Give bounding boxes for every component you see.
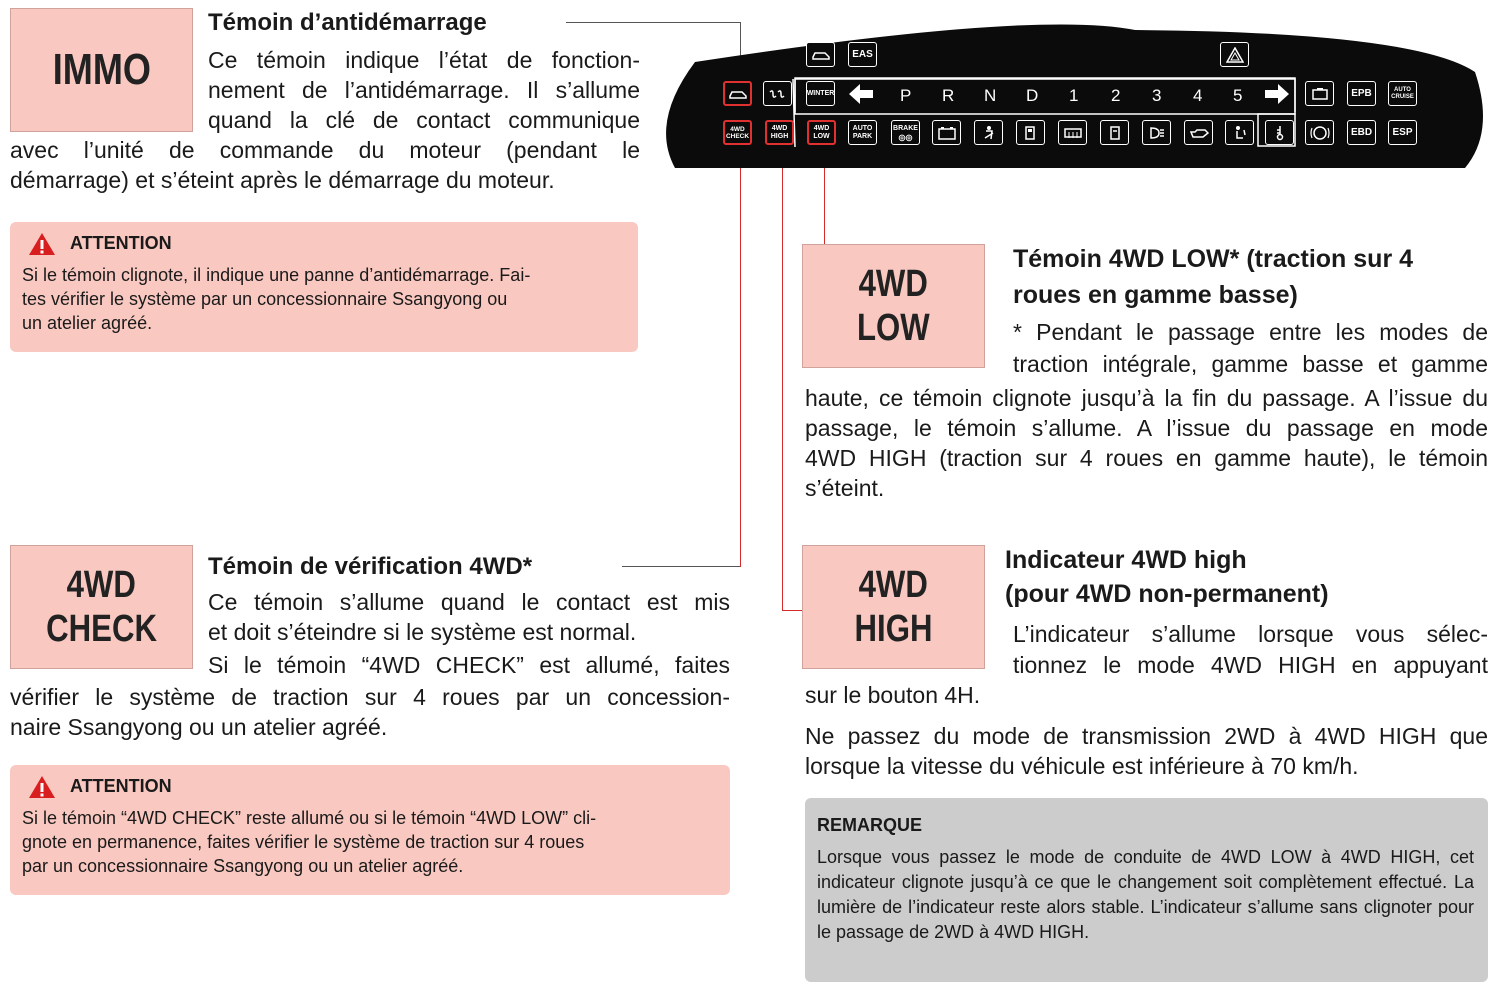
immo-text-line-1: Ce témoin indique l’état de fonction- (208, 47, 640, 73)
glow-plug-icon (763, 81, 792, 106)
immo-badge (10, 8, 193, 132)
brake-pads-icon: ◎◎ (898, 132, 913, 142)
check4wd-text-line-1: Ce témoin s’allume quand le contact est mis (208, 589, 730, 615)
check4wd-badge-line-2: CHECK (46, 608, 157, 650)
low4wd-text-line-2: traction intégrale, gamme basse et gamme (1013, 351, 1488, 377)
low4wd-text-line-6: s’éteint. (805, 475, 885, 501)
high4wd-heading-line-2: (pour 4WD non-permanent) (1005, 580, 1329, 608)
immo-caution-line-3: un atelier agréé. (22, 313, 153, 333)
high4wd-badge-line-1: 4WD (858, 564, 929, 606)
check4wd-caution-box (10, 765, 730, 895)
high4wd-heading-line-1: Indicateur 4WD high (1005, 546, 1247, 574)
4wd-high-indicator: 4WD HIGH (765, 120, 794, 145)
check4wd-text-line-3: Si le témoin “4WD CHECK” est allumé, faites (208, 652, 730, 678)
high-connector-h (782, 610, 802, 611)
esp-indicator: ESP (1388, 120, 1417, 145)
high4wd-note-title: REMARQUE (817, 815, 923, 835)
warning-icon (28, 775, 56, 799)
immo-caution-box (10, 222, 638, 352)
low4wd-text-line-4: passage, le témoin s’allume. A l’issue du passage en mode (805, 415, 1488, 441)
check4wd-caution-line-3: par un concessionnaire Ssangyong ou un atelier agréé. (22, 856, 464, 876)
high4wd-para2-line-1: Ne passez du mode de transmission 2WD à 4WD HIGH que (805, 723, 1488, 749)
immo-caution-title: ATTENTION (70, 233, 172, 253)
rear-defrost-icon (1058, 120, 1087, 145)
eas-indicator: EAS (848, 42, 877, 67)
gear-d: D (1026, 86, 1039, 105)
high4wd-text-line-1: L’indicateur s’allume lorsque vous sélec- (1013, 621, 1488, 647)
low4wd-badge (802, 244, 985, 368)
4wd-low-indicator: 4WD LOW (807, 120, 836, 145)
check4wd-caution-title: ATTENTION (70, 776, 172, 796)
high4wd-badge (802, 545, 985, 669)
low4wd-text-line-1: * Pendant le passage entre les modes de (1013, 319, 1488, 345)
gear-n: N (984, 86, 997, 105)
check4wd-text-line-2: et doit s’éteindre si le système est normal. (208, 619, 637, 645)
high4wd-text-line-3: sur le bouton 4H. (805, 682, 981, 708)
gear-3: 3 (1152, 86, 1162, 105)
door-open-icon (1100, 120, 1129, 145)
high4wd-note-box (805, 798, 1488, 982)
check4wd-caution-line-1: Si le témoin “4WD CHECK” reste allumé ou si le témoin “4WD LOW” cli- (22, 808, 597, 828)
airbag-icon (1225, 120, 1254, 145)
gear-p: P (900, 86, 912, 105)
check4wd-badge (10, 545, 193, 669)
low4wd-heading-line-2: roues en gamme basse) (1013, 281, 1298, 309)
low4wd-badge-line-1: 4WD (858, 263, 929, 305)
seatbelt-icon (974, 120, 1003, 145)
auto-park-indicator: AUTO PARK (848, 120, 877, 145)
fuel-icon (1016, 120, 1045, 145)
gear-2: 2 (1111, 86, 1121, 105)
oil-pressure-icon (1184, 120, 1213, 145)
high-connector-v (782, 158, 783, 610)
instrument-cluster (655, 22, 1489, 170)
brake-indicator (891, 120, 920, 145)
low4wd-text-line-3: haute, ce témoin clignote jusqu’à la fin du passage. A l’issue du (805, 385, 1488, 411)
check4wd-heading: Témoin de vérification 4WD* (208, 553, 533, 580)
check4wd-text-line-5: naire Ssangyong ou un atelier agréé. (10, 714, 388, 740)
high4wd-note-text: Lorsque vous passez le mode de conduite de 4WD LOW à 4WD HIGH, cet indicateur clignote jusqu’à ce que le changement soit complètement effectué. La lumière de l’indicateur reste alors stable. L’indicateur s’allume sans clignoter pour le passage de 2WD à 4WD HIGH. (817, 847, 1474, 942)
turn-left-arrow-icon (847, 82, 875, 106)
ebd-indicator: EBD (1347, 120, 1376, 145)
headlight-icon (1142, 120, 1171, 145)
check4wd-caution-line-2: gnote en permanence, faites vérifier le système de traction sur 4 roues (22, 832, 585, 852)
auto-cruise-indicator: AUTO CRUISE (1388, 81, 1417, 106)
check-engine-icon (1305, 81, 1334, 106)
winter-indicator: WINTER (806, 81, 835, 106)
hazard-icon (1220, 42, 1249, 67)
check4wd-heading-line (622, 566, 740, 567)
high4wd-badge-line-2: HIGH (854, 608, 933, 650)
car-icon (806, 42, 835, 67)
immo-caution-line-2: tes vérifier le système par un concessionnaire Ssangyong ou (22, 289, 508, 309)
gear-r: R (942, 86, 955, 105)
immo-text-line-5: démarrage) et s’éteint après le démarrage du moteur. (10, 167, 555, 193)
immo-badge-text: IMMO (52, 45, 151, 94)
immo-text-line-3: quand la clé de contact communique (208, 107, 640, 133)
turn-right-arrow-icon (1263, 82, 1291, 106)
gear-5: 5 (1233, 86, 1243, 105)
warning-icon (28, 232, 56, 256)
abs-icon (1305, 120, 1334, 145)
low4wd-text-line-5: 4WD HIGH (traction sur 4 roues en gamme haute), le témoin (805, 445, 1488, 471)
gear-4: 4 (1193, 86, 1203, 105)
check4wd-badge-line-1: 4WD (66, 564, 137, 606)
coolant-icon (1265, 120, 1294, 145)
high4wd-para2-line-2: lorsque la vitesse du véhicule est inférieure à 70 km/h. (805, 753, 1359, 779)
immo-caution-line-1: Si le témoin clignote, il indique une panne d’antidémarrage. Fai- (22, 265, 531, 285)
low-connector-v (824, 158, 825, 244)
4wd-check-indicator: 4WD CHECK (723, 120, 752, 145)
low4wd-badge-line-2: LOW (857, 307, 930, 349)
low4wd-heading-line-1: Témoin 4WD LOW* (traction sur 4 (1013, 245, 1414, 273)
brake-label: BRAKE (893, 124, 918, 132)
epb-indicator: EPB (1347, 81, 1376, 106)
immo-heading: Témoin d’antidémarrage (208, 9, 487, 36)
gear-1: 1 (1069, 86, 1079, 105)
check4wd-text-line-4: vérifier le système de traction sur 4 roues par un concession- (10, 684, 730, 710)
immo-indicator (723, 81, 752, 106)
high4wd-text-line-2: tionnez le mode 4WD HIGH en appuyant (1013, 652, 1488, 678)
check-connector-v (740, 158, 741, 567)
immo-text-line-2: nement de l’antidémarrage. Il s’allume (208, 77, 640, 103)
immo-text-line-4: avec l’unité de commande du moteur (pendant le (10, 137, 640, 163)
battery-icon (932, 120, 961, 145)
